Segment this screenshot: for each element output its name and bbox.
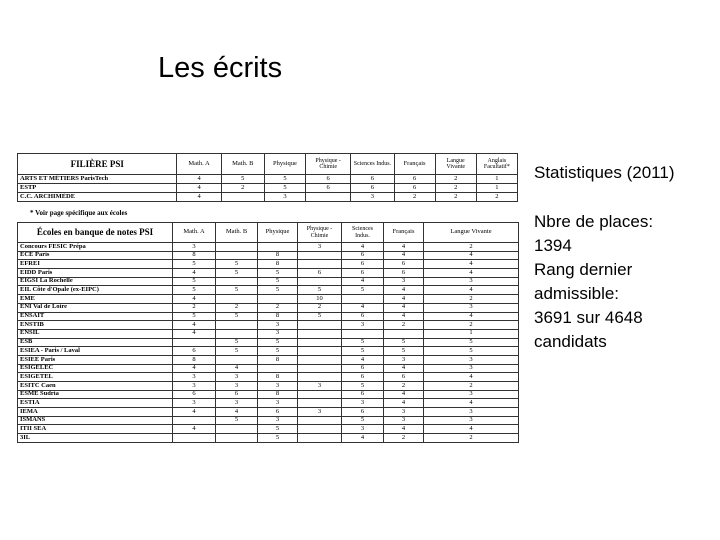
coefficient-cell: 3 xyxy=(342,425,384,434)
school-name-cell: 3IL xyxy=(18,434,173,443)
column-header: Math. B xyxy=(221,154,264,175)
coefficient-cell: 5 xyxy=(216,416,258,425)
school-name-cell: EIDD Paris xyxy=(18,269,173,278)
stats-line: admissible: xyxy=(534,284,620,303)
coefficient-cell: 5 xyxy=(258,338,298,347)
coefficient-cell: 8 xyxy=(173,355,216,364)
coefficient-cell xyxy=(258,243,298,252)
stats-block xyxy=(534,210,653,354)
school-name-cell: C.C. ARCHIMÈDE xyxy=(18,193,177,202)
table-row xyxy=(18,184,518,193)
coefficient-cell: 8 xyxy=(258,312,298,321)
school-name-cell: ESITC Caen xyxy=(18,382,173,391)
coefficient-cell: 6 xyxy=(342,373,384,382)
stats-heading: Statistiques (2011) xyxy=(534,163,675,182)
coefficient-cell: 6 xyxy=(298,269,342,278)
table-row xyxy=(18,434,519,443)
coefficient-cell xyxy=(298,373,342,382)
coefficient-cell: 5 xyxy=(258,286,298,295)
table-row xyxy=(18,382,519,391)
column-header: Math. A xyxy=(173,223,216,243)
coefficient-cell xyxy=(306,193,351,202)
coefficient-cell: 5 xyxy=(264,175,305,184)
coefficient-cell: 4 xyxy=(424,425,519,434)
column-header: Langue Vivante xyxy=(435,154,476,175)
coefficient-cell xyxy=(298,260,342,269)
coefficient-cell: 2 xyxy=(384,321,424,330)
coefficient-cell: 5 xyxy=(384,338,424,347)
column-header: Anglais Facultatif* xyxy=(476,154,517,175)
stats-line: candidats xyxy=(534,332,607,351)
column-header: Physique - Chimie xyxy=(298,223,342,243)
school-name-cell: ENSAIT xyxy=(18,312,173,321)
coefficient-cell xyxy=(216,434,258,443)
coefficient-cell: 4 xyxy=(173,269,216,278)
coefficient-cell: 1 xyxy=(476,184,517,193)
coefficient-cell: 10 xyxy=(298,295,342,304)
coefficient-cell: 5 xyxy=(258,277,298,286)
table-row xyxy=(18,243,519,252)
coefficient-cell xyxy=(298,416,342,425)
coefficient-cell: 2 xyxy=(221,184,264,193)
coefficient-cell xyxy=(173,338,216,347)
coefficient-cell: 2 xyxy=(424,321,519,330)
coefficient-cell xyxy=(216,251,258,260)
coefficient-cell: 2 xyxy=(435,184,476,193)
school-name-cell: ESB xyxy=(18,338,173,347)
coefficient-cell xyxy=(342,295,384,304)
coefficient-cell: 5 xyxy=(298,286,342,295)
coefficient-cell: 3 xyxy=(384,416,424,425)
coefficient-cell: 6 xyxy=(342,312,384,321)
coefficient-cell: 8 xyxy=(258,260,298,269)
coefficient-cell: 2 xyxy=(394,193,435,202)
coefficient-cell: 4 xyxy=(424,312,519,321)
column-header: FILIÈRE PSI xyxy=(18,154,177,175)
coefficient-cell: 2 xyxy=(424,295,519,304)
school-name-cell: EIL Côte d'Opale (ex-EIPC) xyxy=(18,286,173,295)
school-name-cell: ECE Paris xyxy=(18,251,173,260)
coefficient-cell: 4 xyxy=(173,408,216,417)
coefficient-cell: 5 xyxy=(424,347,519,356)
coefficient-cell xyxy=(298,425,342,434)
coefficient-cell xyxy=(216,321,258,330)
school-name-cell: ARTS ET MÉTIERS ParisTech xyxy=(18,175,177,184)
school-name-cell: EME xyxy=(18,295,173,304)
coefficient-cell: 3 xyxy=(258,399,298,408)
coefficient-cell: 6 xyxy=(173,347,216,356)
coefficient-cell: 2 xyxy=(435,193,476,202)
table-header-row xyxy=(18,223,519,243)
coefficient-cell: 6 xyxy=(342,251,384,260)
slide-title: Les écrits xyxy=(158,52,283,84)
coefficient-cell: 5 xyxy=(216,312,258,321)
school-name-cell: ESME Sudria xyxy=(18,390,173,399)
coefficient-cell: 5 xyxy=(216,269,258,278)
coefficient-cell: 3 xyxy=(424,408,519,417)
coefficient-cell: 5 xyxy=(342,347,384,356)
column-header: Français xyxy=(394,154,435,175)
coefficient-cell: 3 xyxy=(384,408,424,417)
coefficient-cell: 3 xyxy=(258,329,298,338)
coefficient-cell: 3 xyxy=(342,399,384,408)
coefficient-cell: 5 xyxy=(258,434,298,443)
table-row xyxy=(18,303,519,312)
coefficient-cell: 6 xyxy=(258,408,298,417)
coefficient-cell: 3 xyxy=(298,382,342,391)
coefficient-cell: 4 xyxy=(384,243,424,252)
column-header: Physique - Chimie xyxy=(306,154,351,175)
table-header-row xyxy=(18,154,518,175)
coefficient-cell: 6 xyxy=(342,260,384,269)
stats-line: 3691 sur 4648 xyxy=(534,308,643,327)
coefficient-cell: 5 xyxy=(258,425,298,434)
coefficient-cell xyxy=(216,243,258,252)
coefficient-cell: 6 xyxy=(384,269,424,278)
coefficient-cell: 4 xyxy=(424,269,519,278)
coefficient-cell xyxy=(298,329,342,338)
banque-de-notes-table xyxy=(17,222,519,443)
column-header: Math. A xyxy=(177,154,221,175)
table-row xyxy=(18,286,519,295)
coefficient-cell xyxy=(298,338,342,347)
table-row xyxy=(18,175,518,184)
coefficient-cell: 3 xyxy=(424,416,519,425)
coefficient-cell: 5 xyxy=(342,286,384,295)
coefficient-cell: 3 xyxy=(424,303,519,312)
column-header: Français xyxy=(384,223,424,243)
coefficient-cell: 6 xyxy=(216,390,258,399)
column-header: Math. B xyxy=(216,223,258,243)
school-name-cell: ISMANS xyxy=(18,416,173,425)
coefficient-cell: 5 xyxy=(173,312,216,321)
column-header: Physique xyxy=(258,223,298,243)
coefficient-cell: 3 xyxy=(173,382,216,391)
coefficient-cell: 6 xyxy=(351,175,394,184)
coefficient-cell: 3 xyxy=(173,243,216,252)
coefficient-cell: 6 xyxy=(342,408,384,417)
coefficient-cell: 3 xyxy=(298,243,342,252)
coefficient-cell: 5 xyxy=(173,286,216,295)
coefficient-cell: 5 xyxy=(221,175,264,184)
coefficient-cell: 2 xyxy=(258,303,298,312)
table-row xyxy=(18,277,519,286)
coefficient-cell: 5 xyxy=(264,184,305,193)
table-row xyxy=(18,416,519,425)
coefficient-cell: 5 xyxy=(342,416,384,425)
coefficient-cell: 1 xyxy=(424,329,519,338)
coefficient-cell: 4 xyxy=(384,286,424,295)
coefficient-cell: 8 xyxy=(258,251,298,260)
table-row xyxy=(18,364,519,373)
coefficient-cell: 6 xyxy=(173,390,216,399)
coefficient-cell: 4 xyxy=(384,364,424,373)
coefficient-cell: 3 xyxy=(298,408,342,417)
coefficient-cell xyxy=(216,295,258,304)
coefficient-cell xyxy=(298,277,342,286)
coefficient-cell: 5 xyxy=(216,260,258,269)
coefficient-cell xyxy=(298,434,342,443)
table-row xyxy=(18,373,519,382)
coefficient-cell: 3 xyxy=(173,399,216,408)
coefficient-cell: 4 xyxy=(173,425,216,434)
coefficient-cell xyxy=(221,193,264,202)
coefficient-cell: 3 xyxy=(258,321,298,330)
coefficient-cell: 4 xyxy=(384,312,424,321)
school-name-cell: ESIGETEL xyxy=(18,373,173,382)
coefficient-cell: 4 xyxy=(173,295,216,304)
coefficient-cell xyxy=(258,364,298,373)
coefficient-cell: 5 xyxy=(298,312,342,321)
coefficient-cell: 4 xyxy=(173,329,216,338)
stats-line: 1394 xyxy=(534,236,572,255)
coefficient-cell: 6 xyxy=(351,184,394,193)
coefficient-cell: 8 xyxy=(258,373,298,382)
coefficient-cell: 2 xyxy=(476,193,517,202)
coefficient-cell: 3 xyxy=(424,355,519,364)
coefficient-cell: 3 xyxy=(216,373,258,382)
coefficient-cell xyxy=(298,399,342,408)
coefficient-cell: 6 xyxy=(306,175,351,184)
coefficient-cell: 6 xyxy=(306,184,351,193)
table-row xyxy=(18,295,519,304)
coefficient-cell: 5 xyxy=(424,338,519,347)
school-name-cell: EFREI xyxy=(18,260,173,269)
coefficient-cell: 8 xyxy=(258,355,298,364)
school-name-cell: IEMA xyxy=(18,408,173,417)
coefficient-cell: 5 xyxy=(216,338,258,347)
school-name-cell: ESIGELEC xyxy=(18,364,173,373)
coefficient-cell: 4 xyxy=(384,399,424,408)
coefficient-cell: 5 xyxy=(258,269,298,278)
coefficient-cell xyxy=(258,295,298,304)
coefficient-cell xyxy=(384,329,424,338)
coefficient-cell: 6 xyxy=(384,260,424,269)
column-header: Langue Vivante xyxy=(424,223,519,243)
column-header: Physique xyxy=(264,154,305,175)
coefficient-cell: 4 xyxy=(384,251,424,260)
coefficient-cell: 4 xyxy=(424,251,519,260)
school-name-cell: ENI Val de Loire xyxy=(18,303,173,312)
coefficient-cell xyxy=(216,277,258,286)
stats-line: Rang dernier xyxy=(534,260,633,279)
table-row xyxy=(18,260,519,269)
column-header: Écoles en banque de notes PSI xyxy=(18,223,173,243)
coefficient-cell: 4 xyxy=(216,364,258,373)
coefficient-cell: 1 xyxy=(476,175,517,184)
coefficient-cell: 4 xyxy=(384,390,424,399)
table-row xyxy=(18,338,519,347)
coefficient-cell xyxy=(298,390,342,399)
coefficient-cell: 6 xyxy=(342,390,384,399)
coefficient-cell: 2 xyxy=(298,303,342,312)
coefficient-cell xyxy=(216,329,258,338)
coefficient-cell: 4 xyxy=(384,303,424,312)
coefficient-cell: 5 xyxy=(342,338,384,347)
coefficient-cell: 2 xyxy=(424,382,519,391)
coefficient-cell: 4 xyxy=(384,295,424,304)
table-row xyxy=(18,193,518,202)
coefficient-cell: 3 xyxy=(424,364,519,373)
coefficient-cell: 5 xyxy=(173,260,216,269)
coefficient-cell: 8 xyxy=(258,390,298,399)
coefficient-cell: 4 xyxy=(342,434,384,443)
coefficient-cell xyxy=(298,251,342,260)
table-row xyxy=(18,251,519,260)
coefficient-cell: 3 xyxy=(424,277,519,286)
coefficient-cell: 3 xyxy=(342,321,384,330)
coefficient-cell: 4 xyxy=(424,399,519,408)
school-name-cell: EIGSI La Rochelle xyxy=(18,277,173,286)
coefficient-cell: 3 xyxy=(424,390,519,399)
coefficient-cell: 2 xyxy=(384,434,424,443)
table-row xyxy=(18,399,519,408)
coefficient-cell xyxy=(173,416,216,425)
school-name-cell: ESIEE Paris xyxy=(18,355,173,364)
coefficient-cell: 4 xyxy=(173,364,216,373)
school-name-cell: ENSIL xyxy=(18,329,173,338)
coefficient-cell: 2 xyxy=(216,303,258,312)
coefficient-cell: 6 xyxy=(394,184,435,193)
coefficient-cell: 2 xyxy=(424,434,519,443)
table-row xyxy=(18,269,519,278)
coefficient-cell: 3 xyxy=(351,193,394,202)
coefficient-cell: 4 xyxy=(216,408,258,417)
table-row xyxy=(18,390,519,399)
coefficient-cell: 6 xyxy=(342,269,384,278)
coefficient-cell: 4 xyxy=(342,277,384,286)
school-name-cell: ESTIA xyxy=(18,399,173,408)
table-row xyxy=(18,347,519,356)
coefficient-cell: 4 xyxy=(424,260,519,269)
school-name-cell: Concours FESIC Prépa xyxy=(18,243,173,252)
coefficient-cell: 5 xyxy=(342,382,384,391)
coefficient-cell: 4 xyxy=(177,175,221,184)
stats-line: Nbre de places: xyxy=(534,212,654,231)
table-row xyxy=(18,425,519,434)
table-row xyxy=(18,312,519,321)
filiere-psi-table xyxy=(17,153,518,202)
coefficient-cell: 4 xyxy=(424,286,519,295)
coefficient-cell xyxy=(216,425,258,434)
coefficient-cell: 4 xyxy=(177,184,221,193)
coefficient-cell: 6 xyxy=(342,364,384,373)
coefficient-cell: 5 xyxy=(173,277,216,286)
table-row xyxy=(18,355,519,364)
column-header: Sciences Indus. xyxy=(351,154,394,175)
coefficient-cell: 3 xyxy=(258,382,298,391)
coefficient-cell: 3 xyxy=(173,373,216,382)
school-name-cell: ESIEA - Paris / Laval xyxy=(18,347,173,356)
coefficient-cell: 8 xyxy=(173,251,216,260)
table-row xyxy=(18,408,519,417)
coefficient-cell: 5 xyxy=(384,347,424,356)
coefficient-cell xyxy=(298,364,342,373)
coefficient-cell xyxy=(173,434,216,443)
coefficient-cell: 3 xyxy=(264,193,305,202)
coefficient-cell: 2 xyxy=(435,175,476,184)
coefficient-cell: 3 xyxy=(216,382,258,391)
coefficient-cell xyxy=(298,321,342,330)
coefficient-cell: 6 xyxy=(384,373,424,382)
school-name-cell: ESTP xyxy=(18,184,177,193)
coefficient-cell: 4 xyxy=(177,193,221,202)
table-row xyxy=(18,329,519,338)
coefficient-cell: 5 xyxy=(216,286,258,295)
coefficient-cell: 3 xyxy=(384,355,424,364)
coefficient-cell xyxy=(216,355,258,364)
table-row xyxy=(18,321,519,330)
coefficient-cell: 4 xyxy=(342,243,384,252)
coefficient-cell: 3 xyxy=(258,416,298,425)
coefficient-cell: 6 xyxy=(394,175,435,184)
school-name-cell: ITII SEA xyxy=(18,425,173,434)
school-name-cell: ENSTIB xyxy=(18,321,173,330)
coefficient-cell xyxy=(298,355,342,364)
coefficient-cell: 4 xyxy=(173,321,216,330)
coefficient-cell xyxy=(342,329,384,338)
coefficient-cell: 4 xyxy=(384,425,424,434)
footnote: * Voir page spécifique aux écoles xyxy=(30,209,128,217)
coefficient-cell: 5 xyxy=(258,347,298,356)
column-header: Sciences Indus. xyxy=(342,223,384,243)
coefficient-cell: 5 xyxy=(216,347,258,356)
coefficient-cell: 3 xyxy=(384,277,424,286)
coefficient-cell: 4 xyxy=(342,355,384,364)
coefficient-cell xyxy=(298,347,342,356)
coefficient-cell: 4 xyxy=(424,373,519,382)
coefficient-cell: 2 xyxy=(384,382,424,391)
coefficient-cell: 2 xyxy=(424,243,519,252)
coefficient-cell: 4 xyxy=(342,303,384,312)
coefficient-cell: 3 xyxy=(216,399,258,408)
coefficient-cell: 2 xyxy=(173,303,216,312)
